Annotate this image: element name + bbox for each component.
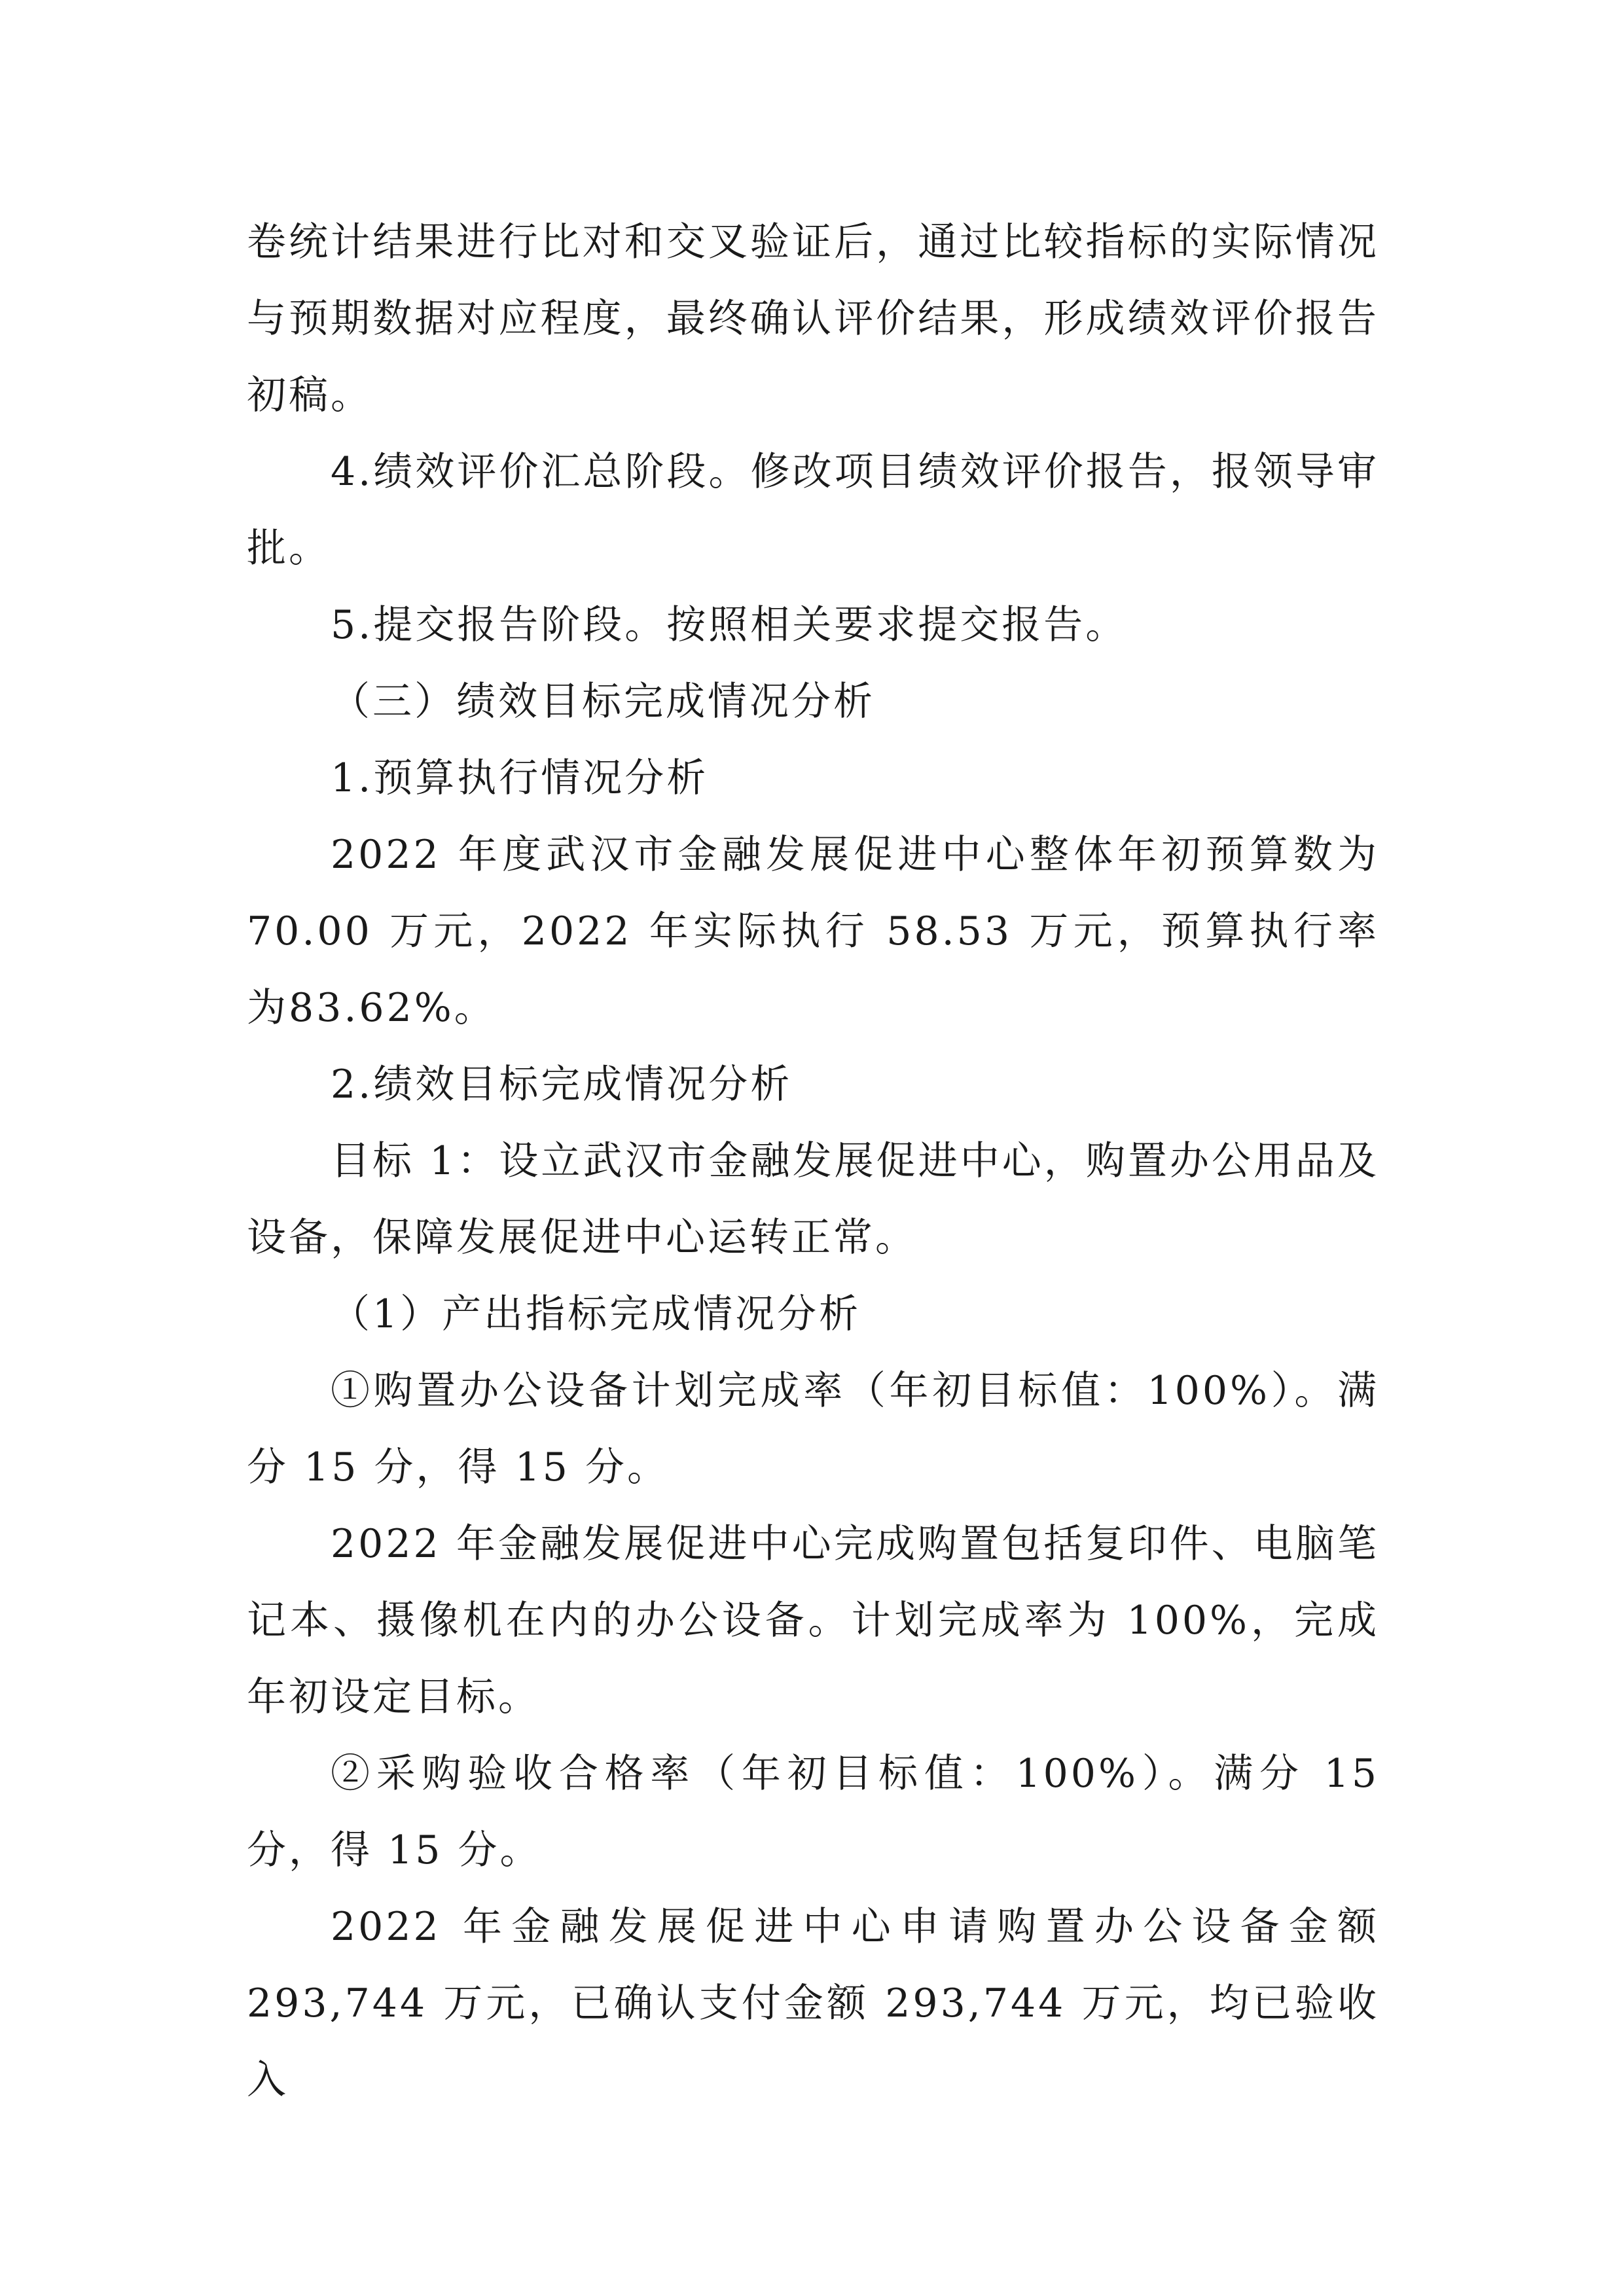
paragraph-indicator-2-detail: 2022 年金融发展促进中心申请购置办公设备金额293,744 万元，已确认支付金额 293,744 万元，均已验收入 [247, 1904, 1379, 2103]
subheading-output-indicators: （1）产出指标完成情况分析 [331, 1291, 861, 1337]
paragraph-continuation: 卷统计结果进行比对和交叉验证后，通过比较指标的实际情况与预期数据对应程度，最终确认评价结果，形成绩效评价报告初稿。 [247, 219, 1379, 418]
paragraph-budget-execution: 2022 年度武汉市金融发展促进中心整体年初预算数为70.00 万元，2022 年实际执行 58.53 万元，预算执行率为83.62%。 [247, 832, 1379, 1031]
subheading-budget-execution: 1.预算执行情况分析 [331, 755, 709, 801]
paragraph-indicator-2: ②采购验收合格率（年初目标值：100%）。满分 15 分，得 15 分。 [247, 1751, 1379, 1873]
paragraph-submit-stage: 5.提交报告阶段。按照相关要求提交报告。 [331, 602, 1128, 648]
paragraph-summary-stage: 4.绩效评价汇总阶段。修改项目绩效评价报告，报领导审批。 [247, 449, 1379, 571]
paragraph-goal-1: 目标 1：设立武汉市金融发展促进中心，购置办公用品及设备，保障发展促进中心运转正常。 [247, 1138, 1379, 1261]
section-heading-goal-analysis: （三）绩效目标完成情况分析 [331, 679, 875, 725]
paragraph-indicator-1: ①购置办公设备计划完成率（年初目标值：100%）。满分 15 分，得 15 分。 [247, 1368, 1379, 1490]
subheading-goal-completion: 2.绩效目标完成情况分析 [331, 1062, 793, 1107]
paragraph-indicator-1-detail: 2022 年金融发展促进中心完成购置包括复印件、电脑笔记本、摄像机在内的办公设备。计划完成率为 100%，完成年初设定目标。 [247, 1521, 1379, 1720]
document-body [247, 204, 1379, 2119]
